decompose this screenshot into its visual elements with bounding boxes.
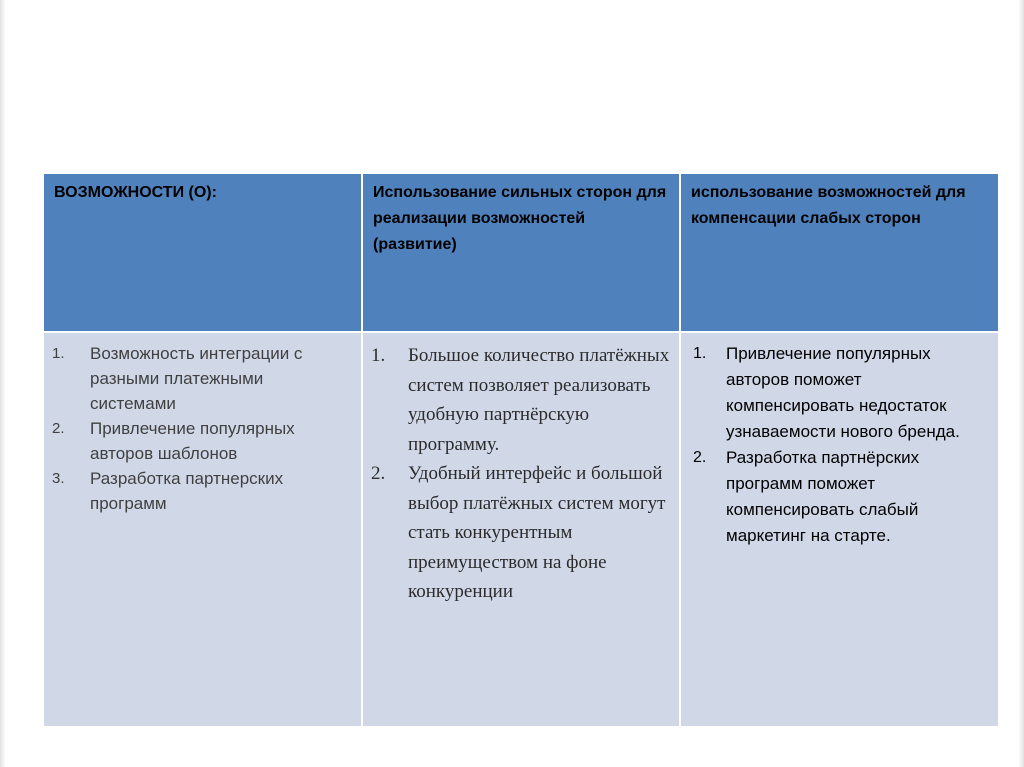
list-item <box>44 416 353 466</box>
header-strengths-usage: Использование сильных сторон для реализации возможностей (развитие) <box>362 173 680 332</box>
page-edge-left <box>0 0 6 767</box>
header-weakness-compensation: использование возможностей для компенсации слабых сторон <box>680 173 999 332</box>
page-edge-right <box>1018 0 1024 767</box>
list-item-text: Привлечение популярных авторов поможет компенсировать недостаток узнаваемости нового бренда. <box>726 344 960 441</box>
table-row <box>43 332 999 727</box>
list-item-text: Возможность интеграции с разными платежными системами <box>90 344 303 413</box>
list-item-text: Разработка партнерских программ <box>90 469 284 513</box>
weakness-compensation-cell <box>680 332 999 727</box>
list-item <box>44 341 353 416</box>
strengths-usage-list <box>363 333 679 607</box>
list-item <box>363 341 671 459</box>
list-item-text: Привлечение популярных авторов шаблонов <box>90 419 295 463</box>
list-item-text: Разработка партнёрских программ поможет компенсировать слабый маркетинг на старте. <box>726 448 920 545</box>
list-number: 2. <box>693 449 707 466</box>
list-item <box>681 445 990 549</box>
opportunities-list <box>44 333 361 516</box>
list-item <box>363 459 671 607</box>
list-number: 2. <box>52 420 65 437</box>
list-number: 1. <box>371 345 386 366</box>
list-item <box>681 341 990 445</box>
list-number: 1. <box>52 345 65 362</box>
strengths-usage-cell <box>362 332 680 727</box>
table-header-row <box>43 173 999 332</box>
weakness-compensation-list <box>681 333 998 549</box>
opportunities-cell <box>43 332 362 727</box>
list-item-text: Большое количество платёжных систем позволяет реализовать удобную партнёрскую программу. <box>408 345 670 455</box>
list-item <box>44 466 353 516</box>
list-number: 2. <box>371 463 386 484</box>
list-number: 1. <box>693 345 707 362</box>
header-opportunities: ВОЗМОЖНОСТИ (О): <box>43 173 362 332</box>
list-number: 3. <box>52 470 65 487</box>
swot-table <box>42 172 1000 728</box>
list-item-text: Удобный интерфейс и большой выбор платёжных систем могут стать конкурентным преимуществом на фоне конкуренции <box>408 463 666 602</box>
